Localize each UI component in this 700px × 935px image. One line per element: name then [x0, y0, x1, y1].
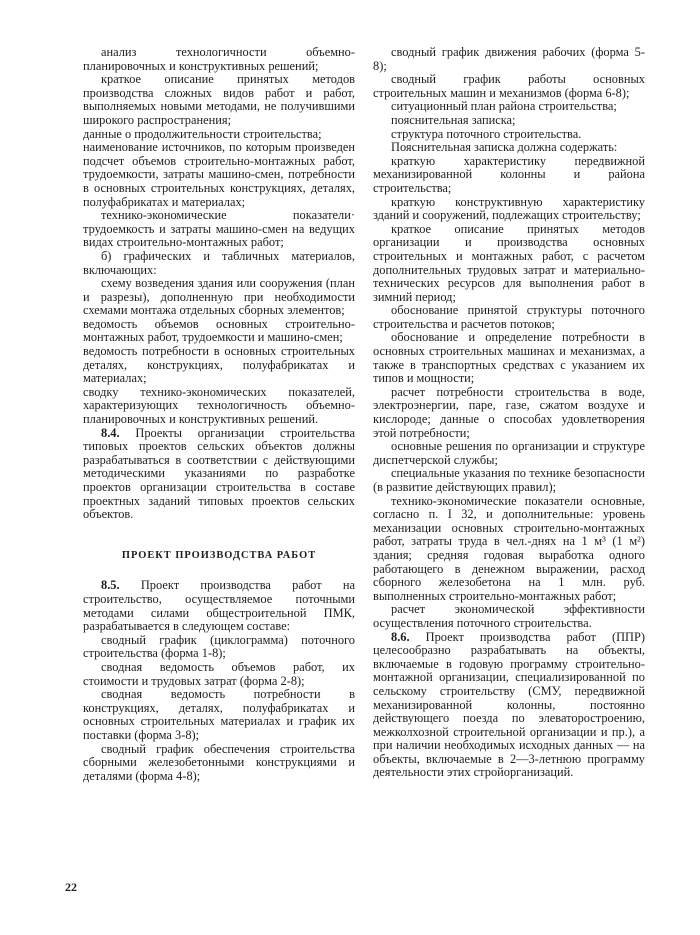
paragraph: пояснительная записка; [391, 112, 516, 127]
paragraph: наименование источников, по которым произведен подсчет объемов строительно-монтажных работ, трудоемкости, затраты машино-смен, потребности в основных строительных конструкциях, деталях, полуфабрикатах и материалах; [83, 140, 355, 209]
section-8-6 [373, 631, 645, 781]
section-8-5 [83, 579, 355, 633]
paragraph: краткую конструктивную характеристику зданий и сооружений, подлежащих строительству; [373, 194, 645, 223]
paragraph: краткую характеристику передвижной механизированной колонны и района строительства; [373, 153, 645, 195]
paragraph: сводная ведомость объемов работ, их стоимости и трудовых затрат (форма 2-8); [83, 659, 355, 688]
paragraph: сводный график обеспечения строительства сборными железобетонными конструкциями и деталями (форма 4-8); [83, 741, 355, 783]
section-text: Проект производства работ на строительство, осуществляемое поточными методами силами общестроительной ПМК, разрабатывается в следующем составе: [83, 578, 355, 634]
section-number: 8.5. [101, 578, 120, 593]
paragraph: ведомость объемов основных строительно-монтажных работ, трудоемкости и машино-смен; [83, 316, 355, 345]
paragraph: специальные указания по технике безопасности (в развитие действующих правил); [373, 466, 645, 494]
right-column [373, 46, 645, 780]
paragraph: анализ технологичности объемно-планировочных и конструктивных решений; [83, 45, 355, 73]
section-text: Проекты организации строительства типовых проектов сельских объектов должны разрабатываться в соответствии с действующими методическими указаниями по разработке проектов организации строительства в составе проектных заданий типовых проектов сельских объектов. [83, 425, 355, 522]
section-heading: ПРОЕКТ ПРОИЗВОДСТВА РАБОТ [121, 549, 317, 561]
paragraph: технико-экономические показатели· трудоемкость и затраты машино-смен на ведущих видах строительно-монтажных работ; [83, 208, 355, 250]
paragraph: краткое описание принятых методов производства сложных видов работ и работ, выполняемых новыми методами, не получившими широкого распространения; [83, 72, 355, 127]
paragraph: расчет экономической эффективности осуществления поточного строительства. [373, 602, 645, 630]
paragraph: краткое описание принятых методов организации и производства основных строительных и монтажных работ, с расчетом дополнительных трудовых затрат и материально-технических ресурсов для выполнения работ в зимний период; [373, 221, 645, 304]
paragraph: ситуационный план района строительства; [391, 99, 617, 114]
page-number: 22 [65, 880, 77, 894]
paragraph: сводку технико-экономических показателей, характеризующих технологичность объемно-планировочных и конструктивных решений. [83, 384, 355, 427]
paragraph: обоснование и определение потребности в основных строительных машинах и механизмах, а также в транспортных средствах с указанием их типов и мощности; [373, 330, 645, 386]
paragraph: сводный график движения рабочих (форма 5-8); [373, 45, 645, 73]
paragraph: основные решения по организации и структуре диспетчерской службы; [373, 439, 645, 467]
paragraph: технико-экономические показатели основные, согласно п. I 32, и дополнительные: уровень механизации основных строительно-монтажных работ, затраты труда в чел.-днях на 1 м³ (1 м²) здания; средняя годовая выработка одного работающего в денежном выражении, расход сборного железобетона на 1 млн. руб. выполненных строительно-монтажных работ; [373, 493, 645, 603]
paragraph: сводный график (циклограмма) поточного строительства (форма 1-8); [83, 632, 355, 661]
paragraph: сводная ведомость потребности в конструкциях, деталях, полуфабрикатах и основных строительных материалах и график их поставки (форма 3-8); [83, 687, 355, 742]
left-column [83, 46, 355, 783]
paragraph: Пояснительная записка должна содержать: [391, 140, 618, 155]
paragraph: обоснование принятой структуры поточного строительства и расчетов потоков; [373, 303, 645, 331]
paragraph: сводный график работы основных строительных машин и механизмов (форма 6-8); [373, 72, 645, 100]
section-number: 8.6. [391, 629, 410, 644]
paragraph: расчет потребности строительства в воде, электроэнергии, паре, газе, сжатом воздухе и кислороде; данные о способах удовлетворения этой потребности; [373, 384, 645, 440]
paragraph: данные о продолжительности строительства; [83, 126, 322, 141]
section-number: 8.4. [101, 425, 120, 440]
paragraph: схему возведения здания или сооружения (план и разрезы), дополненную при необходимости схемами монтажа отдельных сборных элементов; [83, 276, 355, 318]
paragraph: структура поточного строительства. [391, 126, 582, 141]
paragraph: ведомость потребности в основных строительных деталях, конструкциях, полуфабрикатах и материалах; [83, 344, 355, 386]
section-8-4 [83, 427, 355, 522]
section-text: Проект производства работ (ППР) целесообразно разрабатывать на объекты, включаемые в годовую программу строительно-монтажной организации, специализированной по сельскому строительству (СМУ, передвижной механизированной колонны, постоянно действующего поезда по элеваторостроению, межколхозной строительной организации и пр.), а при наличии необходимых исходных данных — на объекты, включаемые в 2—3-летнюю программу деятельности этих стройорганизаций. [373, 629, 645, 780]
paragraph: б) графических и табличных материалов, включающих: [83, 248, 355, 277]
